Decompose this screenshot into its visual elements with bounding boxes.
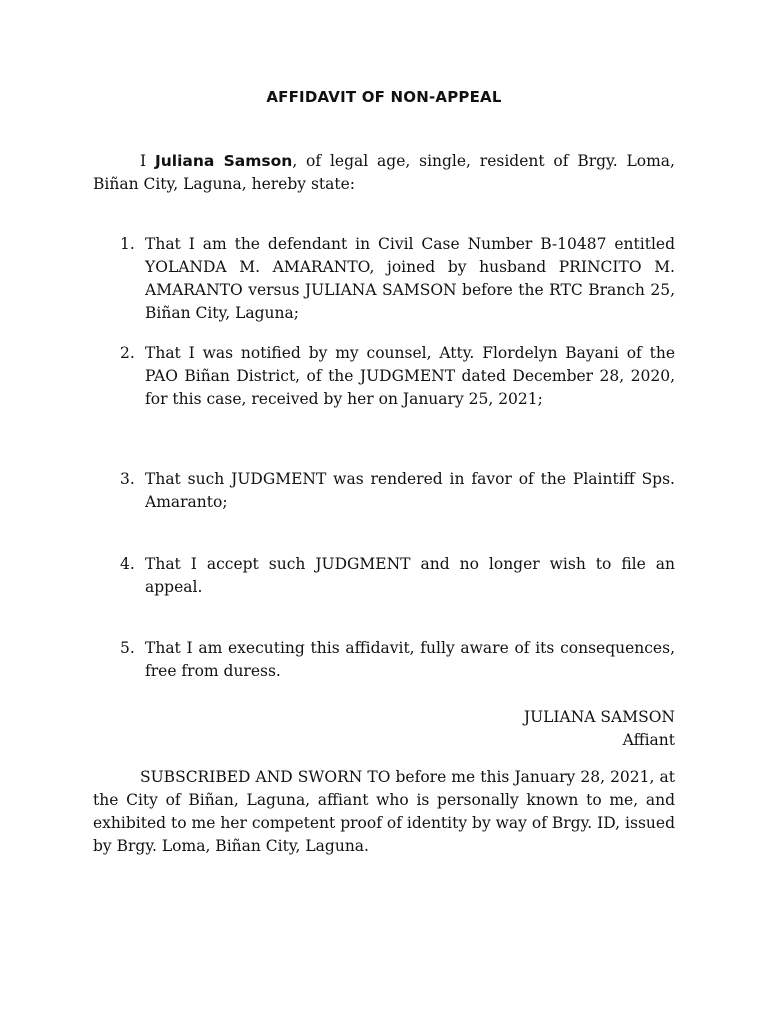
signature-name: JULIANA SAMSON [523,708,675,726]
list-item-text: That I am the defendant in Civil Case Number B-10487 entitled YOLANDA M. AMARANTO, joined by husband PRINCITO M. AMARANTO versus JULIANA SAMSON before the RTC Branch 25, Biñan City, Laguna; [145,235,675,322]
list-item [120,553,675,599]
list-item [120,233,675,325]
list-item-text: That I was notified by my counsel, Atty. Flordelyn Bayani of the PAO Biñan District, of the JUDGMENT dated December 28, 2020, for this case, received by her on January 25, 2021; [145,344,675,408]
intro-paragraph [93,150,675,196]
list-item-number: 4. [120,555,135,573]
list-item-number: 1. [120,235,135,253]
signature-block [524,706,675,752]
jurat-paragraph: SUBSCRIBED AND SWORN TO before me this January 28, 2021, at the City of Biñan, Laguna, affiant who is personally known to me, and exhibited to me her competent proof of identity by way of Brgy. ID, issued by Brgy. Loma, Biñan City, Laguna. [93,768,675,855]
intro-suffix: , of legal age, single, resident of Brgy. Loma, Biñan City, Laguna, hereby state: [93,152,675,193]
list-item [120,637,675,683]
list-item [120,342,675,411]
signature-role: Affiant [622,731,675,749]
list-item-text: That such JUDGMENT was rendered in favor of the Plaintiff Sps. Amaranto; [145,470,675,511]
list-item-number: 2. [120,344,135,362]
list-item-number: 3. [120,470,135,488]
list-item [120,468,675,514]
intro-prefix: I [140,152,155,170]
list-item-text: That I accept such JUDGMENT and no longer wish to file an appeal. [145,555,675,596]
list-item-number: 5. [120,639,135,657]
list-item-text: That I am executing this affidavit, fully aware of its consequences, free from duress. [145,639,675,680]
document-title: AFFIDAVIT OF NON-APPEAL [266,88,502,106]
affiant-name: Juliana Samson [154,152,293,170]
